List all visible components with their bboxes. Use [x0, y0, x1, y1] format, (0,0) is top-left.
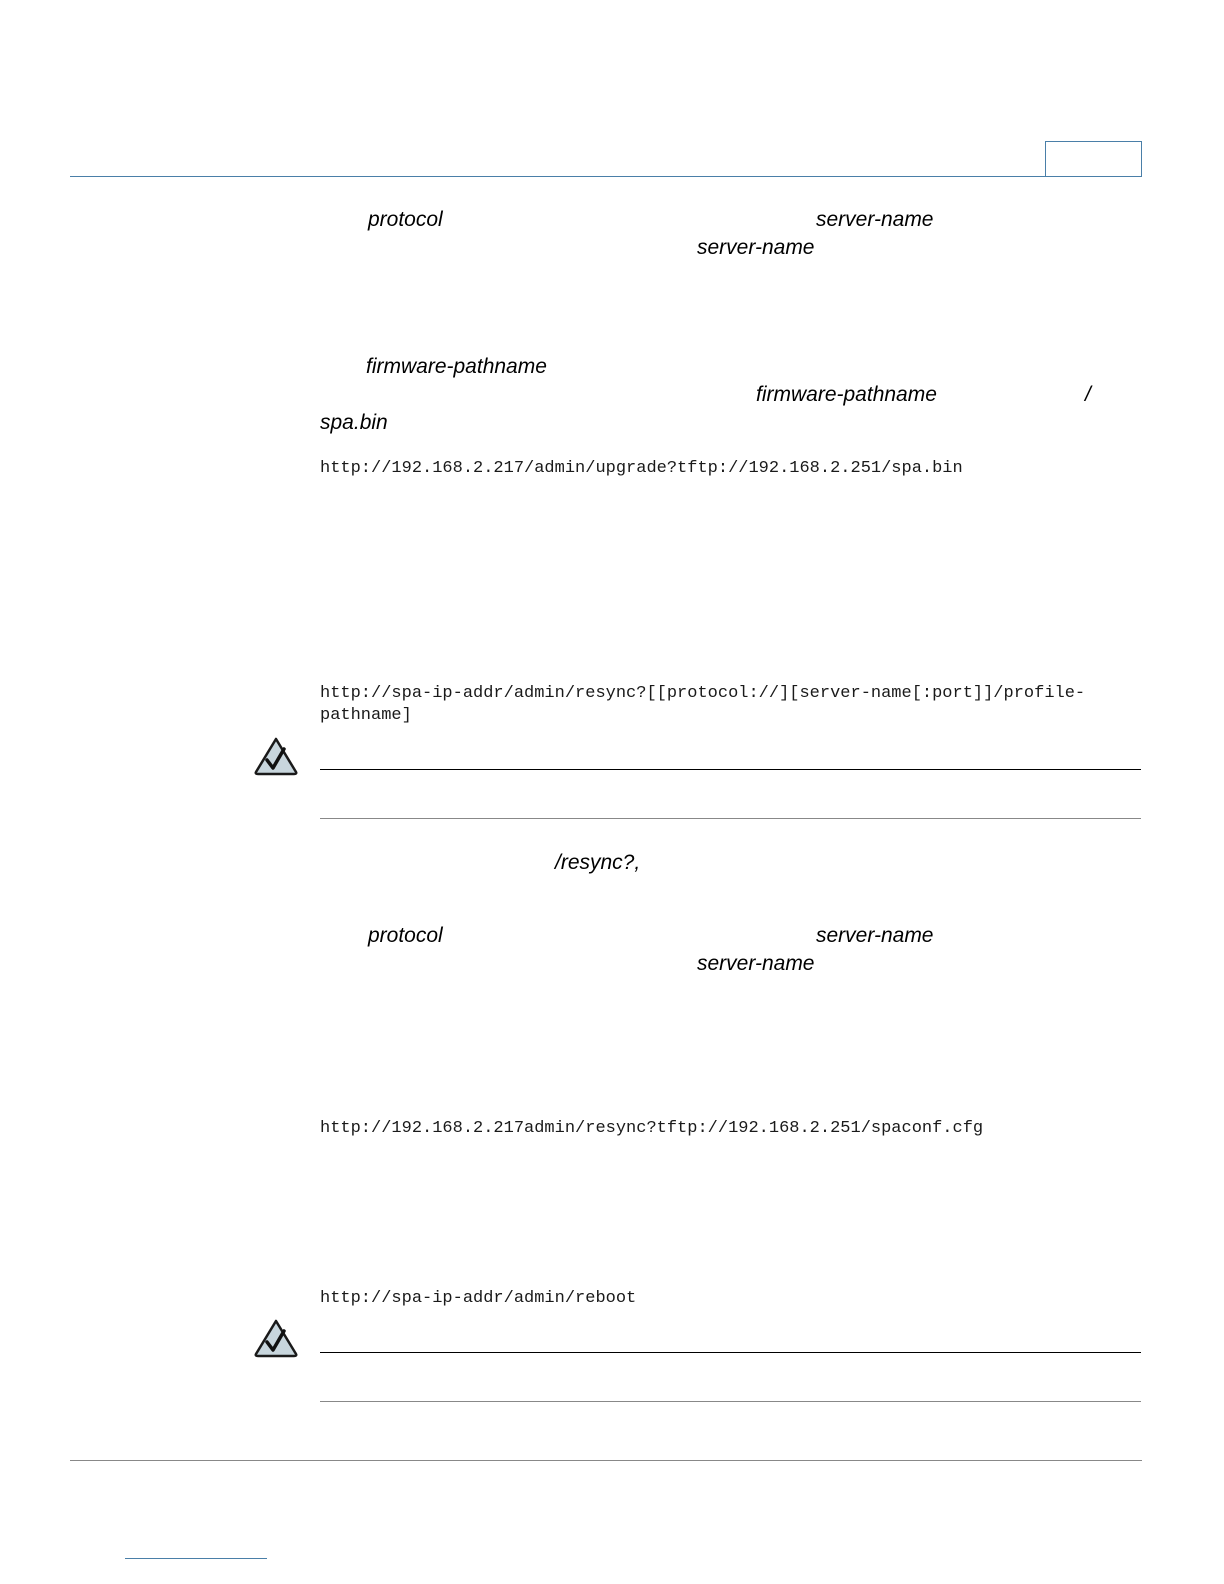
resync-syntax-line-1: http://spa-ip-addr/admin/resync?[[protocol://][server-name[:port]]/profile-	[320, 684, 1086, 703]
server-name-term: server-name	[697, 236, 815, 259]
server-name-term: server-name	[697, 952, 815, 975]
note-check-icon	[253, 736, 299, 776]
protocol-term: protocol	[368, 208, 443, 231]
chapter-tab-box	[1045, 141, 1142, 177]
note-check-icon	[253, 1318, 299, 1358]
upgrade-example-url: http://192.168.2.217/admin/upgrade?tftp://192.168.2.251/spa.bin	[320, 459, 963, 478]
footer-rule	[70, 1460, 1142, 1461]
resync-term: /resync?,	[555, 851, 641, 874]
firmware-pathname-term: firmware-pathname	[366, 355, 547, 378]
spa-bin-term: spa.bin	[320, 411, 388, 434]
note-bottom-rule	[320, 818, 1141, 819]
footer-link-underline	[125, 1558, 267, 1559]
firmware-pathname-term: firmware-pathname	[756, 383, 937, 406]
resync-example-url: http://192.168.2.217admin/resync?tftp://192.168.2.251/spaconf.cfg	[320, 1119, 984, 1138]
protocol-term: protocol	[368, 924, 443, 947]
server-name-term: server-name	[816, 924, 934, 947]
resync-syntax-line-2: pathname]	[320, 706, 412, 725]
header-rule	[70, 176, 1142, 177]
note-top-rule	[320, 769, 1141, 770]
server-name-term: server-name	[816, 208, 934, 231]
slash-char: /	[1085, 383, 1091, 406]
reboot-syntax: http://spa-ip-addr/admin/reboot	[320, 1289, 637, 1308]
note-top-rule	[320, 1352, 1141, 1353]
note-bottom-rule	[320, 1401, 1141, 1402]
